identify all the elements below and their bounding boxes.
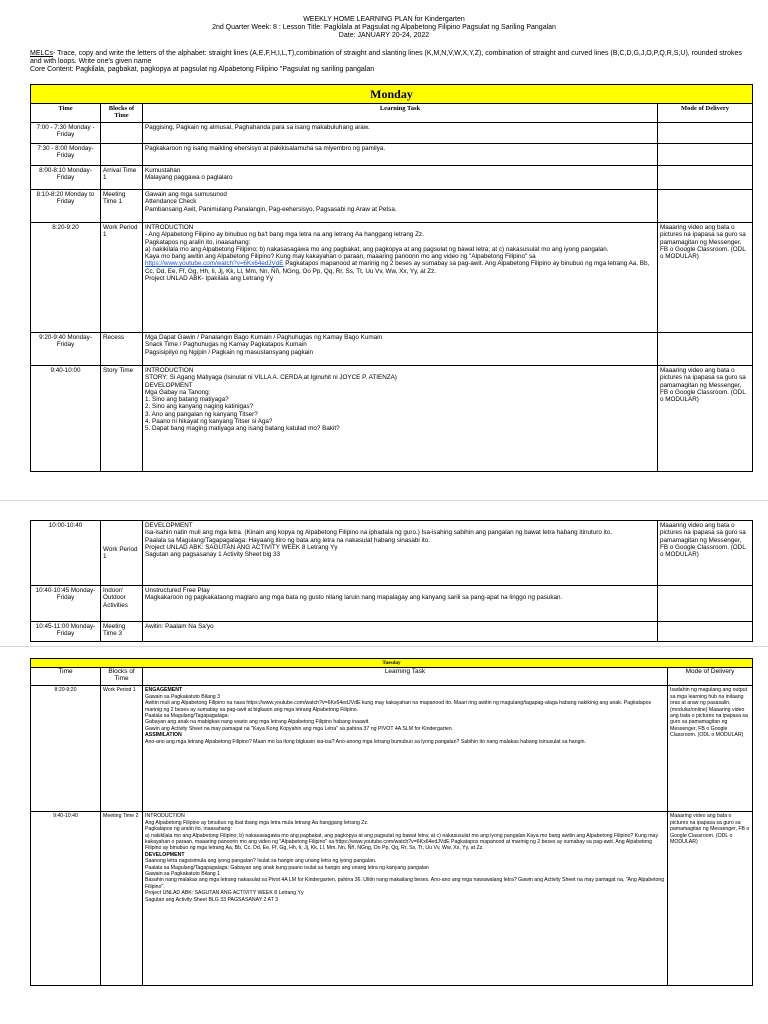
task-line: Paalala sa Magulang/Tagapagalaga:	[145, 713, 229, 720]
mode-cell	[658, 166, 753, 190]
task-line: Ang Alpabetong Filipino ay binubuo ng ibat ibang mga letra mula letrang Aa hanggang letrang Zz.	[145, 819, 369, 826]
task-line: 5. Dapat bang maging matiyaga ang isang batang katulad mo? Bakit?	[145, 425, 340, 433]
col-header-blocks: Blocks of Time	[101, 668, 143, 686]
task-line: Unstructured Free Play	[145, 587, 210, 594]
mode-cell: Maaaring video ang bata o pictures na ipapasa sa guro sa pamamagitan ng Messenger, FB o Google Classroom. (ODL o MODULAR)	[658, 366, 753, 472]
table-row	[31, 586, 753, 622]
blocks-cell: Recess	[101, 333, 143, 366]
task-line: - Ang Alpabetong Filipino ay binubuo ng ba't bang mga letra na ang letrang Aa hanggang letrang Zz.	[145, 231, 424, 239]
task-line: a) nakikilala mo ang Alpabetong Filipino; b) nakasasagawa mo ang pagbakat, ang pagkopya at ang pagsulat ng bawat letra; at c) nakasusulat mo ang iyong pangalan.	[145, 245, 609, 253]
mode-cell	[658, 144, 753, 166]
task-cell	[143, 521, 658, 586]
mode-cell	[658, 622, 753, 642]
mode-cell: Maaaring video ang bata o pictures na ipapasa sa guro sa pamamagitan ng Messenger, FB o Google Classroom. (ODL o MODULAR)	[658, 521, 753, 586]
melcs-block	[30, 50, 742, 74]
time-cell: 8:10-8:20 Monday to Friday	[31, 190, 101, 223]
col-header-mode: Mode of Delivery	[668, 668, 753, 686]
task-cell	[143, 190, 658, 223]
blocks-cell	[101, 144, 143, 166]
task-line: Saanong letra nagsisimula ang iyong pangalan? Isulat sa hangin ang unang letra ng iyong pangalan.	[145, 858, 377, 865]
blocks-cell: Meeting Time 1	[101, 190, 143, 223]
time-cell: 9:40-10:00	[31, 366, 101, 472]
task-line: Gawin ang Activity Sheet na may pamagat na "Kaya Kong Kopyahin ang mga Letra" sa pahina 37 ng PIVOT 4A SLM for Kindergarten.	[145, 725, 454, 732]
blocks-cell: Work Period 1	[101, 223, 143, 333]
page-separator	[0, 646, 768, 647]
task-line: INTRODUCTION	[145, 224, 194, 231]
task-line: ENGAGEMENT	[145, 687, 183, 694]
time-cell: 10:00-10:40	[31, 521, 101, 586]
lesson-title: 2nd Quarter Week: 8 : Lesson Title: Pagkilala at Pagsulat ng Alpabetong Filipino Pagsulat ng Sariling Pangalan	[212, 24, 556, 31]
blocks-cell	[101, 123, 143, 144]
mode-cell	[658, 586, 753, 622]
blocks-cell: Arrival Time 1	[101, 166, 143, 190]
col-header-mode: Mode of Delivery	[658, 104, 753, 123]
col-header-task: Learning Task	[143, 668, 668, 686]
table-row	[31, 190, 753, 223]
task-line: Magkakaroon ng pagkakataong maglaro ang mga bata ng gusto nilang laruin nang mapalagay ang kanyang sarili sa pang-apat na linggo ng pasukan.	[145, 594, 563, 602]
table-row	[31, 812, 753, 986]
task-line: DEVELOPMENT	[145, 381, 193, 389]
task-cell: Pagkakaroon ng isang maikling ehersisyo at pakikisalamuha sa miyembro ng pamilya.	[143, 144, 658, 166]
task-line: STORY: Si Agang Matiyaga (Isinulat ni VILLA A. CERDA at Iginuhit ni JOYCE P. ATIENZA)	[145, 374, 397, 382]
mode-cell	[658, 190, 753, 223]
col-header-task: Learning Task	[143, 104, 658, 123]
task-cell: Paggising, Pagkain ng almusal, Paghahanda para sa isang makabuluhang araw.	[143, 123, 658, 144]
task-cell: Awitin: Paalam Na Sa'yo	[143, 622, 658, 642]
task-line: Pagkatapos ng aralin ito, inaasahang:	[145, 826, 232, 833]
task-cell	[143, 812, 668, 986]
task-line: Gawain sa Pagkakatuto Bilang 1	[145, 871, 220, 878]
time-cell: 10:40-10:45 Monday-Friday	[31, 586, 101, 622]
task-line: INTRODUCTION	[145, 367, 194, 374]
mode-cell	[658, 123, 753, 144]
task-line: Ano-ano ang mga letrang Alpabetong Filipino? Maari mo ba itong bigkasin isa-isa? Ano-anong mga letrang bumubuo sa iyong pangalan? Sabihin ito nang malakas habang isinusulat sa hangin.	[145, 738, 586, 745]
table-row	[31, 333, 753, 366]
task-line: Project UNLAD ABK: SAGUTAN ANG ACTIVITY WEEK 8 Letrang Yy	[145, 543, 338, 551]
task-line: Malayang paggawa o paglalaro	[145, 174, 233, 182]
task-cell	[143, 223, 658, 333]
task-line: Sagutan ang Activity Sheet BLG 33 PAGSASANAY 2 AT 3	[145, 896, 279, 903]
monday-table	[30, 84, 753, 472]
task-line: Basahin nang malakas ang mga letrang nakasulat sa Pivot 4A LM for Kindergarten, pahina 36. Ulitin nang makailang beses. Ano-ano ang mga nawawalang letra? Gawin ang Activity Sheet na may pamagat na, "Ang Alpabetong Filipino".	[145, 877, 665, 890]
time-cell: 9:40-10:40	[31, 812, 101, 986]
plan-title: WEEKLY HOME LEARNING PLAN for Kindergarten	[303, 16, 465, 23]
task-line: Kaya mo bang awitin ang Alpabetong Filipino? Kung may kakayahan o paraan, maaaring panoorin mo ang video ng "Alpabetong Filipino" sa	[145, 253, 536, 261]
task-line: Attendance Check	[145, 198, 197, 206]
task-line: 4. Paano ni hikayat ng kanyang Titser si Aga?	[145, 418, 273, 426]
document-header	[0, 0, 768, 40]
task-line: Mga Dapat Gawin / Panalangin Bago Kumain / Paghuhugas ng Kamay Bago Kumain	[145, 334, 382, 341]
task-cell	[143, 333, 658, 366]
melcs-text: - Trace, copy and write the letters of the alphabet: straight lines (A,E,F,H,I,L,T),combination of straight and slanting lines (K,M,N,V,W,X,Y,Z), combination of straight and curved lines (B,C,D,G,J,O,P,Q,R,S,U), rounded strokes and with loops. Write one's given name	[30, 50, 742, 65]
video-link[interactable]: https://www.youtube.com/watch?v=6Kx64edJVdE	[145, 260, 284, 268]
task-line: Paalala sa Magulang/Tagapagalaga: Gabayan ang anak kung paano isulat sa hangin ang unang letra ng kanyang pangalan	[145, 864, 429, 871]
monday-continued-table	[30, 520, 753, 642]
table-row	[31, 166, 753, 190]
task-line: Snack Time / Paghuhugas ng Kamay Pagkatapos Kumain	[145, 341, 307, 349]
table-row	[31, 686, 753, 812]
table-row	[31, 223, 753, 333]
task-line: Kumustahan	[145, 167, 181, 174]
task-cell	[143, 166, 658, 190]
col-header-time: Time	[31, 104, 101, 123]
tuesday-table	[30, 658, 753, 986]
task-cell	[143, 686, 668, 812]
mode-cell	[658, 333, 753, 366]
time-cell: 8:00-8:10 Monday-Friday	[31, 166, 101, 190]
task-line: ASSIMILATION	[145, 732, 182, 739]
mode-cell: Isadahin ng magulang ang output sa mga learning hub na inilaang oras at araw ng pasasalin. (modular/online) Maaaring video ang bata o pictures na ipapasa sa guro sa pamamagitan ng Messenger, FB o Google Classroom. (ODL o MODULAR)	[668, 686, 753, 812]
blocks-cell: Work Period 1	[101, 521, 143, 586]
task-line: Gawain ang mga sumusunod	[145, 191, 227, 198]
time-cell: 9:20-9:40 Monday-Friday	[31, 333, 101, 366]
task-line: Gabayan ang anak na mabigkas nang wasto ang mga letrang Alpabetong Filipino habang inaawit.	[145, 719, 370, 726]
mode-cell: Maaaring video ang bata o pictures na ipapasa sa guro sa pamamagitan ng Messenger, FB o Google Classroom. (ODL o MODULAR)	[668, 812, 753, 986]
task-line: 1. Sino ang batang matiyaga?	[145, 396, 229, 404]
task-line: Pagkatapos ng aralin ito, inaasahang:	[145, 238, 251, 246]
plan-date: Date: JANUARY 20-24, 2022	[338, 32, 430, 39]
time-cell: 8:20-9:20	[31, 223, 101, 333]
mode-cell: Maaaring video ang bata o pictures na ipapasa sa guro sa pamamagitan ng Messenger, FB o Google Classroom. (ODL o MODULAR)	[658, 223, 753, 333]
task-line: Mga Gabay na Tanong:	[145, 388, 211, 396]
day-heading-monday: Monday	[31, 85, 753, 104]
time-cell: 8:20-9:20	[31, 686, 101, 812]
table-row	[31, 521, 753, 586]
table-row	[31, 123, 753, 144]
task-line: INTRODUCTION	[145, 813, 185, 820]
task-line: 2. Sino ang kanyang naging katinigas?	[145, 403, 254, 411]
blocks-cell: Meeting Time 2	[101, 812, 143, 986]
task-line: a) nakikilala mo ang Alpabetong Filipino; b) nakasasagawa mo ang pagbakat, ang pagkopya at ang pagsulat ng bawat letra; at c) nakasusulat mo ang iyong pangalan.Kaya mo bang awitin ang Alpabetong Filipino? Kung may kakayahan o paraan, maaaring panoorin mo ang video ng "Alpabetong Filipino" sa https://www.youtube.com/watch?v=6Kx64edJVdE Pagkatapos mapanood at marinig ng 2 beses ay sumabay sa pag-awit. Ang Alpabetong Filipino ay binubuo ng mga letrang Aa, Bb, Cc, Dd, Ee, Ff, Gg, Hh, Ii, Jj, Kk, Ll, Mm, Nn, Ññ, NGng, Oo Pp, Qq, Rr, Ss, Tt, Uu Vv, Ww, Xx, Yy, at Zz.	[145, 832, 659, 852]
task-line: Awitin muli ang Alpabetong Filipino na nasa https://www.youtube.com/watch?v=6Kx64edJVdE kung may kakayahan na mapanood ito. Maari ring awitin ng magulang/tagapag-alaga habang nakikinig ang anak. Pagkatapos marinig ng 2 beses ay sumabay sa pag-awit at bigkasin ang mga letrang Alpabetong Filipino.	[145, 700, 652, 713]
blocks-cell: Story Time	[101, 366, 143, 472]
task-line: Project UNLAD ABK: SAGUTAN ANG ACTIVITY WEEK 8 Letrang Yy	[145, 890, 304, 897]
task-line: Sagutan ang pagsasanay 1 Activity Sheet big 33	[145, 551, 281, 559]
time-cell: 10:45-11:00 Monday-Friday	[31, 622, 101, 642]
table-row	[31, 144, 753, 166]
task-line: DEVELOPMENT	[145, 522, 193, 529]
core-content: Core Content: Pagkilala, pagbakat, pagkopya at pagsulat ng Alpabetong Filipino "Pagsulat ng sariling pangalan	[30, 66, 375, 73]
day-heading-tuesday: Tuesday	[31, 659, 753, 668]
task-line: DEVELOPMENT	[145, 851, 185, 858]
task-line: Pambansang Awit, Panimulang Panalangin, Pag-eehersisyo, Pagsasabi ng Araw at Petsa.	[145, 205, 397, 213]
time-cell: 7:30 - 8:00 Monday-Friday	[31, 144, 101, 166]
page-separator	[0, 500, 768, 501]
table-row	[31, 622, 753, 642]
time-cell: 7:00 - 7:30 Monday - Friday	[31, 123, 101, 144]
task-line: Isa-isahin natin muli ang mga letra. (Kinain ang kopya ng Alpabetong Filipino na iphadala ng guro.) Isa-isahing sabihin ang pangalan ng bawat letra habang itinuturo ito.	[145, 529, 612, 537]
task-line: Pagsisipilyo ng Ngipin / Pagkain ng masustansyang pagkain	[145, 348, 314, 356]
task-line: Pagkatapos mapanood at marinig ng 2 beses ay sumabay sa pag-awit. Ang Alpabetong Filipino ay binubuo ng mga letrang Aa, Bb, Cc, Dd, Ee, Ff, Gg, Hh, Ii, Jj, Kk, Ll, Mm, Nn, Ññ, NGng, Oo Pp, Qq, Rr, Ss, Tt, Uu Vv, Ww, Xx, Yy, at Zz.	[145, 260, 650, 275]
task-line: Gawain sa Pagkakatuto Bilang 3	[145, 693, 220, 700]
blocks-cell: Indoor/ Outdoor Activities	[101, 586, 143, 622]
blocks-cell: Meeting Time 3	[101, 622, 143, 642]
task-cell	[143, 366, 658, 472]
table-row	[31, 366, 753, 472]
task-line: 3. Ano ang pangalan ng kanyang Titser?	[145, 410, 258, 418]
col-header-blocks: Blocks of Time	[101, 104, 143, 123]
task-line: Project UNLAD ABK- Ipakilala ang Letrang Yy	[145, 275, 273, 283]
col-header-time: Time	[31, 668, 101, 686]
task-cell	[143, 586, 658, 622]
blocks-cell: Work Period 1	[101, 686, 143, 812]
melcs-label: MELCs	[30, 50, 53, 57]
task-line: Paalala sa Magulang/Tagapagalaga: Hayaang itiro ng bata ang letra na nakasulat habang sinasabi ito.	[145, 536, 430, 544]
